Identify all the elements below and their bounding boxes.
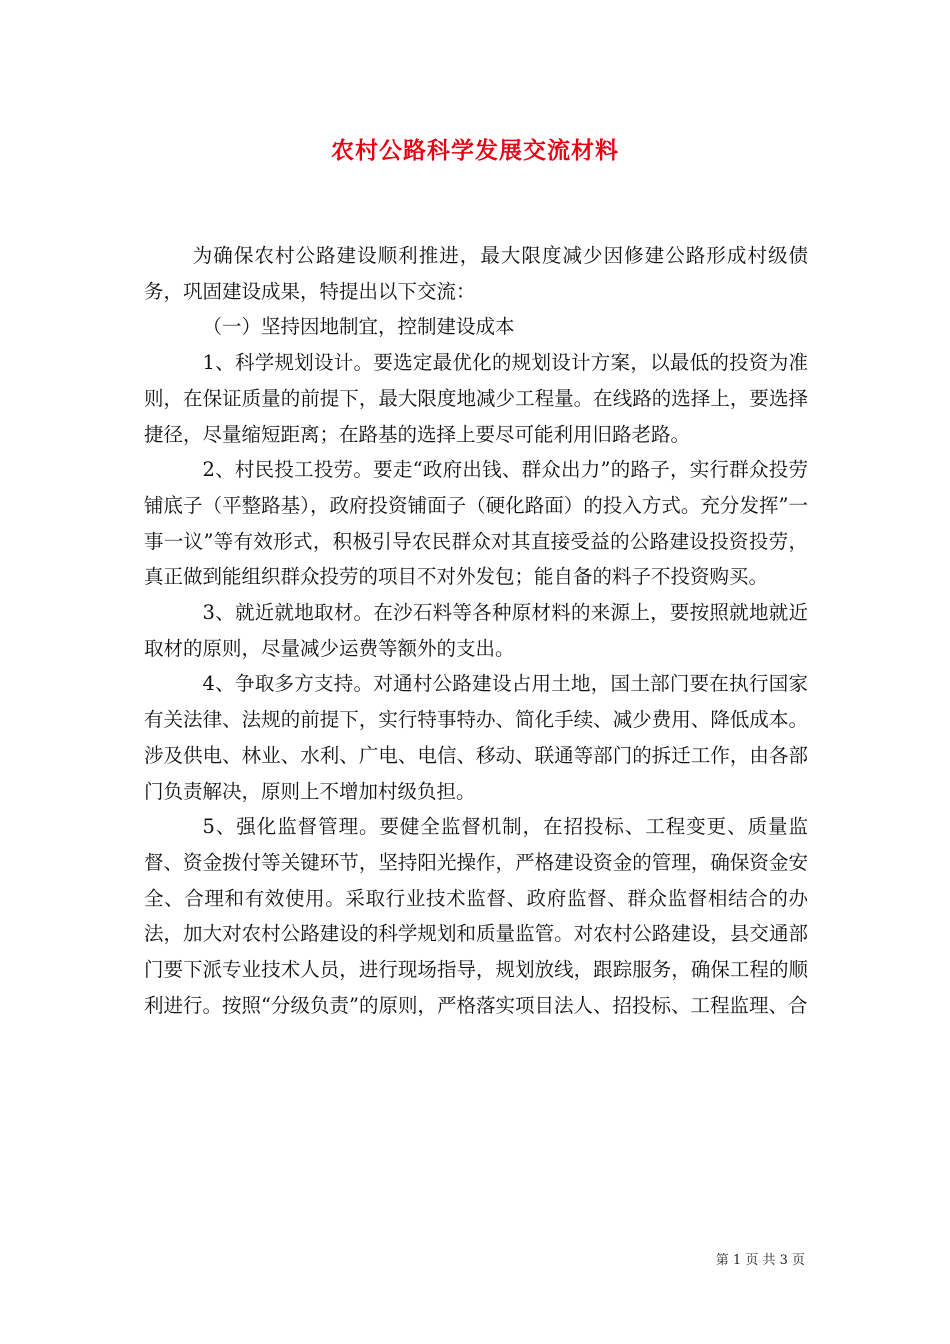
section-heading-1: （一）坚持因地制宜，控制建设成本 — [202, 315, 515, 339]
intro-paragraph: 为确保农村公路建设顺利推进，最大限度减少因修建公路形成村级债务，巩固建设成果，特提出以下交流： — [144, 244, 808, 303]
page-number: 第 1 页 共 3 页 — [715, 1253, 805, 1268]
document-title: 农村公路科学发展交流材料 — [331, 137, 619, 164]
paragraph-item-1: 1、科学规划设计。要选定最优化的规划设计方案，以最低的投资为准则，在保证质量的前提下，最大限度地减少工程量。在线路的选择上，要选择捷径，尽量缩短距离；在路基的选择上要尽可能利用旧路老路。 — [144, 351, 808, 446]
paragraph-item-2: 2、村民投工投劳。要走“政府出钱、群众出力”的路子，实行群众投劳铺底子（平整路基），政府投资铺面子（硬化路面）的投入方式。充分发挥”一事一议”等有效形式，积极引导农民群众对其直接受益的公路建设投资投劳，真正做到能组织群众投劳的项目不对外发包；能自备的料子不投资购买。 — [144, 458, 808, 589]
paragraph-item-5: 5、强化监督管理。要健全监督机制，在招投标、工程变更、质量监督、资金拨付等关键环节，坚持阳光操作，严格建设资金的管理，确保资金安全、合理和有效使用。采取行业技术监督、政府监督、群众监督相结合的办法，加大对农村公路建设的科学规划和质量监管。对农村公路建设，县交通部门要下派专业技术人员，进行现场指导，规划放线，跟踪服务，确保工程的顺利进行。按照“分级负责”的原则，严格落实项目法人、招投标、工程监理、合 — [144, 815, 808, 1017]
paragraph-item-3: 3、就近就地取材。在沙石料等各种原材料的来源上，要按照就地就近取材的原则，尽量减少运费等额外的支出。 — [144, 601, 808, 660]
paragraph-item-4: 4、争取多方支持。对通村公路建设占用土地，国土部门要在执行国家有关法律、法规的前提下，实行特事特办、简化手续、减少费用、降低成本。涉及供电、林业、水利、广电、电信、移动、联通等部门的拆迁工作，由各部门负责解决，原则上不增加村级负担。 — [144, 672, 808, 803]
document-body — [144, 238, 808, 1023]
